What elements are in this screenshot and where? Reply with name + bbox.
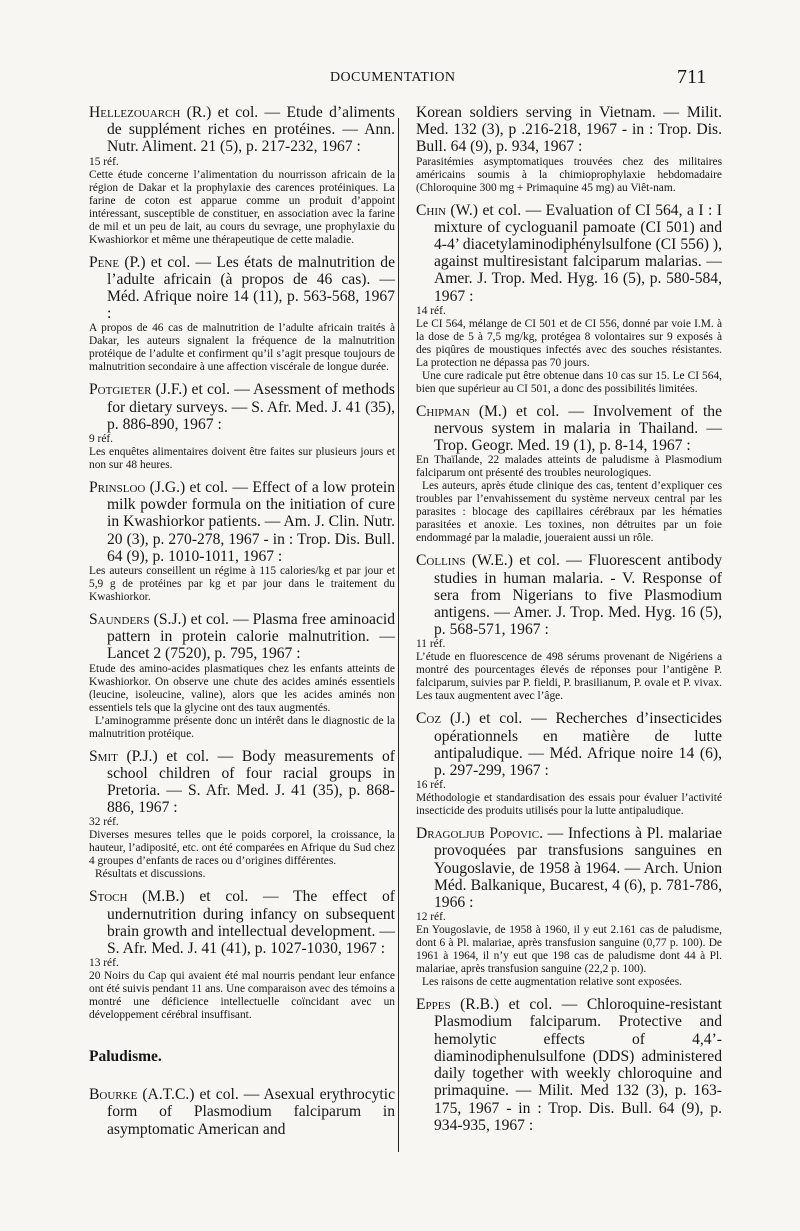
abstract	[89, 565, 395, 604]
bibliography-entry	[89, 104, 395, 247]
reference-count: 9 réf.	[89, 433, 114, 446]
citation-text: (A.T.C.) et col. — Asexual erythrocytic form of Plasmodium falciparum in asymptomatic American and	[107, 1086, 395, 1138]
abstract-paragraph: Les auteurs, après étude clinique des cas, tentent d’expliquer ces troubles par l’envahissement du système nerveux central par les parasites : blocage des capillaires cérébraux par les hématies parasitées et anoxie. Les toxines, non détruites par un foie endommagé par la maladie, joueraient aussi un rôle.	[416, 480, 722, 545]
abstract	[416, 156, 722, 195]
abstract-paragraph: Résultats et discussions.	[95, 868, 206, 881]
citation-text: (J.F.) et col. — Asessment of methods for dietary surveys. — S. Afr. Med. J. 41 (35), p. 886-890, 1967 :	[107, 381, 396, 433]
bibliography-entry	[89, 254, 395, 375]
citation	[89, 748, 395, 817]
citation-text: (S.J.) et col. — Plasma free aminoacid pattern in protein calorie malnutrition. — Lancet 2 (7520), p. 795, 1967 :	[107, 611, 395, 663]
citation	[416, 104, 722, 156]
reference-count: 32 réf.	[89, 816, 119, 829]
citation-text: (W.) et col. — Evaluation of CI 564, a I : I mixture of cycloguanil pamoate (CI 501) and 4-4’ diacetylaminodiphénylsulfone (CI 556) ), against multiresistant falciparum malarias. — Amer. J. Trop. Med. Hyg. 16 (5), p. 580-584, 1967 :	[434, 201, 722, 305]
citation	[89, 381, 395, 433]
author-name: Potgieter	[89, 381, 152, 399]
abstract	[416, 792, 722, 818]
bibliography-entry	[89, 381, 395, 472]
citation	[89, 254, 395, 323]
bibliography-entry	[416, 202, 722, 396]
reference-count: 14 réf.	[416, 304, 446, 317]
abstract-paragraph: Diverses mesures telles que le poids corporel, la croissance, la hauteur, l’adiposité, etc. ont été comparées en Afrique du Sud chez 4 groupes d’enfants de races ou d’origines différentes.	[89, 829, 395, 868]
bibliography-entry	[89, 1086, 395, 1138]
citation-text: (J.) et col. — Recherches d’insecticides opérationnels en matière de lutte antipaludique. — Méd. Afrique noire 14 (6), p. 297-299, 1967 :	[434, 710, 722, 780]
abstract-paragraph: En Thaïlande, 22 malades atteints de paludisme à Plasmodium falciparum ont présenté des troubles neurologiques.	[416, 454, 722, 480]
author-name: Chin	[416, 201, 446, 219]
reference-count: 16 réf.	[416, 779, 446, 792]
left-column	[89, 104, 395, 1145]
citation	[416, 403, 722, 455]
column-divider	[398, 118, 399, 1152]
page-header	[0, 66, 800, 90]
abstract	[89, 663, 395, 741]
abstract	[89, 970, 395, 1022]
reference-count: 12 réf.	[416, 911, 446, 924]
citation-text: (P.J.) et col. — Body measurements of school children of four racial groups in Pretoria. — S. Afr. Med. J. 41 (35), p. 868-886, 1967 :	[107, 747, 395, 817]
citation-text: (M.B.) et col. — The effect of undernutrition during infancy on subsequent brain growth and intellectual development. — S. Afr. Med. J. 41 (41), p. 1027-1030, 1967 :	[107, 888, 395, 958]
author-name: Smit	[89, 747, 118, 765]
bibliography-entry	[89, 748, 395, 882]
abstract-paragraph: Les enquêtes alimentaires doivent être faites sur plusieurs jours et non sur 48 heures.	[89, 446, 395, 472]
bibliography-entry	[416, 710, 722, 818]
section-heading: Paludisme.	[89, 1048, 162, 1066]
citation-text: . — Infections à Pl. malariae provoquées par transfusions sanguines en Yougoslavie, de 1958 à 1964. — Arch. Union Méd. Balkanique, Bucarest, 4 (6), p. 781-786, 1966 :	[434, 825, 722, 912]
citation	[89, 104, 395, 156]
author-name: Stoch	[89, 888, 128, 906]
abstract-paragraph: Les auteurs conseillent un régime à 115 calories/kg et par jour et 5,9 g de protéines par kg et par jour dans le traitement du Kwashiorkor.	[89, 565, 395, 604]
citation	[416, 202, 722, 305]
abstract-paragraph: L’aminogramme présente donc un intérêt dans le diagnostic de la malnutrition protéique.	[89, 714, 395, 740]
abstract-paragraph: A propos de 46 cas de malnutrition de l’adulte africain traités à Dakar, les auteurs signalent la fréquence de la malnutrition protéique de l’adulte et confirment qu’il s’agit presque toujours de malnutrition secondaire à une affection viscérale de longue durée.	[89, 322, 395, 374]
author-name: Prinsloo	[89, 479, 146, 497]
citation-text: (P.) et col. — Les états de malnutrition de l’adulte africain (à propos de 46 cas). — Méd. Afrique noire 14 (11), p. 563-568, 1967 :	[107, 253, 395, 323]
abstract-paragraph: Cette étude concerne l’alimentation du nourrisson africain de la région de Dakar et la prophylaxie des carences protéiniques. La farine de coton est apparue comme un produit d’appoint intéressant, susceptible de constituer, en association avec la farine de mil et un peu de lait, au cours du sevrage, une prophylaxie du Kwashiorkor et même une thérapeutique de cette maladie.	[89, 168, 395, 246]
author-name: Chipman	[416, 402, 470, 420]
bibliography-entry	[416, 403, 722, 546]
abstract	[416, 454, 722, 545]
abstract	[416, 651, 722, 703]
citation-text: (R.B.) et col. — Chloroquine-resistant Plasmodium falciparum. Protective and hemolytic effects of 4,4’-diaminodiphenulsulfone (DDS) administered daily together with weekly chloroquine and primaquine. — Milit. Med 132 (3), p. 163-175, 1967 - in : Trop. Dis. Bull. 64 (9), p. 934-935, 1967 :	[434, 996, 722, 1134]
author-name: Eppes	[416, 996, 451, 1014]
author-name: Hellezouarch	[89, 104, 181, 121]
abstract-paragraph: Parasitémies asymptomatiques trouvées chez des militaires américains soumis à la chimioprophylaxie hebdomadaire (Chloroquine 300 mg + Primaquine 45 mg) au Viêt-nam.	[416, 155, 722, 194]
abstract-paragraph: Le CI 564, mélange de CI 501 et de CI 556, donné par voie I.M. à la dose de 5 à 7,5 mg/kg, protégea 8 volontaires sur 9 exposés à des piqûres de moustiques infectés avec des souches résistantes. La protection ne dépassa pas 70 jours.	[416, 317, 722, 369]
abstract-paragraph: En Yougoslavie, de 1958 à 1960, il y eut 2.161 cas de paludisme, dont 6 à Pl. malariae, après transfusion sanguine (0,77 p. 100). De 1961 à 1964, il n’y eut que 198 cas de paludisme dont 44 à Pl. malariae, après transfusion sanguine (22,2 p. 100).	[416, 924, 722, 976]
right-column	[416, 104, 722, 1141]
abstract-paragraph: Une cure radicale put être obtenue dans 10 cas sur 15. Le CI 564, bien que supérieur au CI 501, a donc des possibilités limitées.	[416, 369, 722, 395]
bibliography-entry	[416, 104, 722, 195]
citation	[416, 825, 722, 911]
citation	[89, 479, 395, 565]
page-number: 711	[677, 66, 707, 88]
author-name: Collins	[416, 552, 466, 570]
bibliography-entry	[416, 552, 722, 703]
citation	[89, 888, 395, 957]
citation	[416, 710, 722, 779]
bibliography-entry	[416, 825, 722, 989]
abstract-paragraph: Etude des amino-acides plasmatiques chez les enfants atteints de Kwashiorkor. On observe une chute des acides aminés essentiels (leucine, isoleucine, valine), alors que les acides aminés non essentiels tels que la glycine ont des taux augmentés.	[89, 662, 395, 714]
author-name: Pene	[89, 253, 120, 271]
abstract-paragraph: Méthodologie et standardisation des essais pour évaluer l’activité insecticide des produits utilisés pour la lutte antipaludique.	[416, 792, 722, 818]
abstract-paragraph: Les raisons de cette augmentation relative sont exposées.	[422, 976, 682, 989]
running-title: DOCUMENTATION	[330, 70, 456, 85]
citation	[416, 996, 722, 1134]
abstract	[416, 924, 722, 989]
citation-text: (R.) et col. — Etude d’aliments de supplément riches en protéines. — Ann. Nutr. Aliment. 21 (5), p. 217-232, 1967 :	[107, 104, 395, 156]
citation	[416, 552, 722, 638]
reference-count: 11 réf.	[416, 638, 446, 651]
author-name: Saunders	[89, 611, 150, 629]
reference-count: 13 réf.	[89, 957, 119, 970]
citation-text: Korean soldiers serving in Vietnam. — Milit. Med. 132 (3), p .216-218, 1967 - in : Trop. Dis. Bull. 64 (9), p. 934, 1967 :	[416, 104, 722, 156]
citation-text: (M.) et col. — Involvement of the nervous system in malaria in Thailand. — Trop. Geogr. Med. 19 (1), p. 8-14, 1967 :	[434, 402, 722, 455]
citation	[89, 1086, 395, 1138]
reference-count: 15 réf.	[89, 155, 119, 168]
abstract-paragraph: 20 Noirs du Cap qui avaient été mal nourris pendant leur enfance ont été suivis pendant 11 ans. Une comparaison avec des témoins a montré une déficience intellectuelle coïncidant avec un développement cérébral insuffisant.	[89, 970, 395, 1022]
author-name: Dragoljub Popovic	[416, 825, 540, 843]
abstract-paragraph: L’étude en fluorescence de 498 sérums provenant de Nigériens a montré des pourcentages élevés de réponses pour l’antigène P. falciparum, suivies par P. fieldi, P. brasilianum, P. ovale et P. vivax. Les taux augmentent avec l’âge.	[416, 651, 722, 703]
author-name: Bourke	[89, 1086, 138, 1104]
abstract	[416, 318, 722, 396]
abstract	[89, 829, 395, 881]
citation	[89, 611, 395, 663]
author-name: Coz	[416, 710, 442, 728]
abstract	[89, 322, 395, 374]
citation-text: (J.G.) et col. — Effect of a low protein milk powder formula on the initiation of cure in Kwashiorkor patients. — Am. J. Clin. Nutr. 20 (3), p. 270-278, 1967 - in : Trop. Dis. Bull. 64 (9), p. 1010-1011, 1967 :	[107, 479, 395, 565]
bibliography-entry	[416, 996, 722, 1134]
bibliography-entry	[89, 888, 395, 1022]
bibliography-entry	[89, 611, 395, 741]
citation-text: (W.E.) et col. — Fluorescent antibody studies in human malaria. - V. Response of sera from Nigerians to five Plasmodium antigens. — Amer. J. Trop. Med. Hyg. 16 (5), p. 568-571, 1967 :	[434, 552, 722, 639]
abstract	[89, 169, 395, 247]
abstract	[89, 446, 395, 472]
bibliography-entry	[89, 479, 395, 604]
